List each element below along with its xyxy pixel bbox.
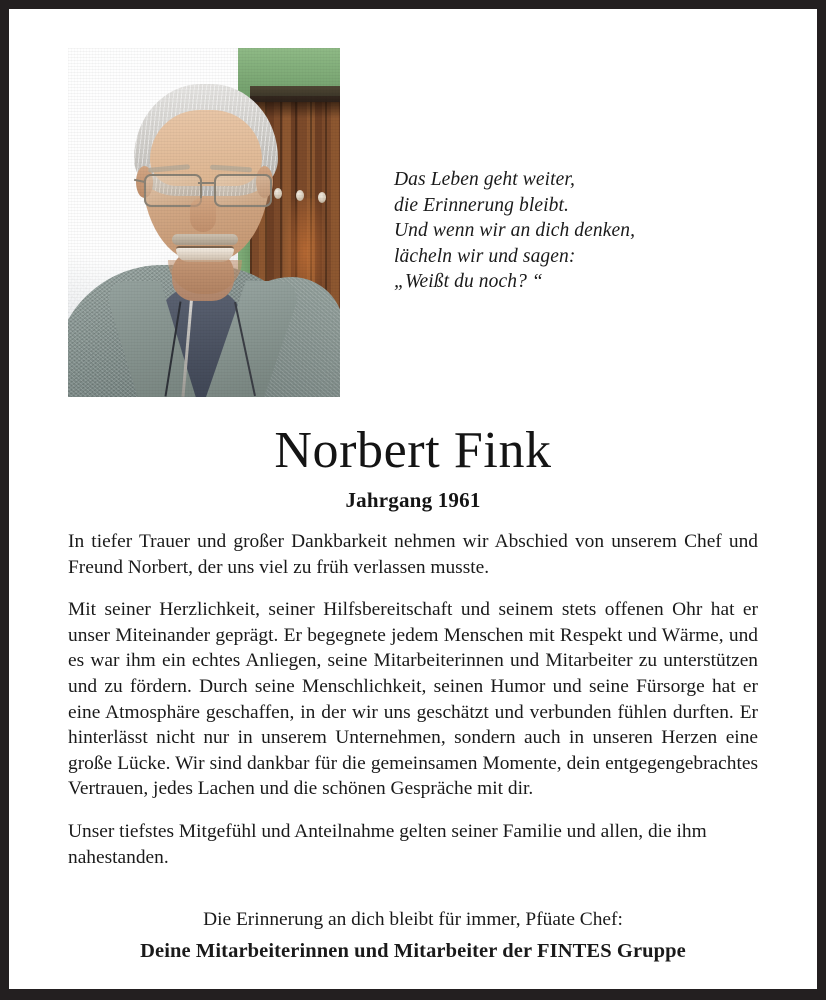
photo-door-stud xyxy=(296,190,304,201)
photo-door-lintel xyxy=(250,86,340,102)
photo-door-stud xyxy=(274,188,282,199)
verse-line: „Weißt du noch? “ xyxy=(394,271,543,292)
verse-line: die Erinnerung bleibt. xyxy=(394,194,569,216)
portrait-photo xyxy=(68,48,340,397)
obituary-paragraph: Mit seiner Herzlichkeit, seiner Hilfsbereitschaft und seinem stets offenen Ohr hat er unser Miteinander geprägt. Er begegnete jedem Menschen mit Respekt und Wärme, und es war ihm ein echtes Anliegen, seine Mitarbeiterinnen und Mitarbeiter zu unterstützen und zu fördern. Durch seine Menschlichkeit, seinen Humor und seine Fürsorge hat er eine Atmosphäre geschaffen, in der wir uns geschätzt und verbunden fühlen durften. Er hinterlässt nicht nur in unserem Unternehmen, sondern auch in unseren Herzen eine große Lücke. Wir sind dankbar für die gemeinsamen Momente, dein entgegengebrachtes Vertrauen, jedes Lachen und die schönen Gespräche mit dir. xyxy=(68,599,758,800)
verse-line: Und wenn wir an dich denken, xyxy=(394,220,636,241)
obituary-paragraph: Unser tiefstes Mitgefühl und Anteilnahme gelten seiner Familie und allen, die ihm nahestanden. xyxy=(68,820,707,868)
photo-door-stud xyxy=(318,192,326,203)
portrait-photo-image xyxy=(68,48,340,397)
closing-line: Die Erinnerung an dich bleibt für immer, Pfüate Chef: xyxy=(203,909,623,930)
photo-moustache xyxy=(172,234,238,245)
photo-nose xyxy=(190,198,216,232)
verse-line: Das Leben geht weiter, xyxy=(394,169,575,190)
memorial-verse xyxy=(394,167,724,295)
deceased-name-block xyxy=(9,421,817,513)
verse-line: lächeln wir und sagen: xyxy=(394,245,576,267)
signature-line: Deine Mitarbeiterinnen und Mitarbeiter der FINTES Gruppe xyxy=(140,940,686,962)
obituary-paragraph: In tiefer Trauer und großer Dankbarkeit nehmen wir Abschied von unserem Chef und Freund Norbert, der uns viel zu früh verlassen musste. xyxy=(68,531,758,578)
birth-year-label: Jahrgang 1961 xyxy=(345,488,481,512)
notice-sheet xyxy=(9,9,817,989)
deceased-name: Norbert Fink xyxy=(274,422,552,479)
obituary-body xyxy=(68,529,758,870)
closing-block xyxy=(9,907,817,965)
photo-eyeglass-lens-right xyxy=(214,174,272,207)
